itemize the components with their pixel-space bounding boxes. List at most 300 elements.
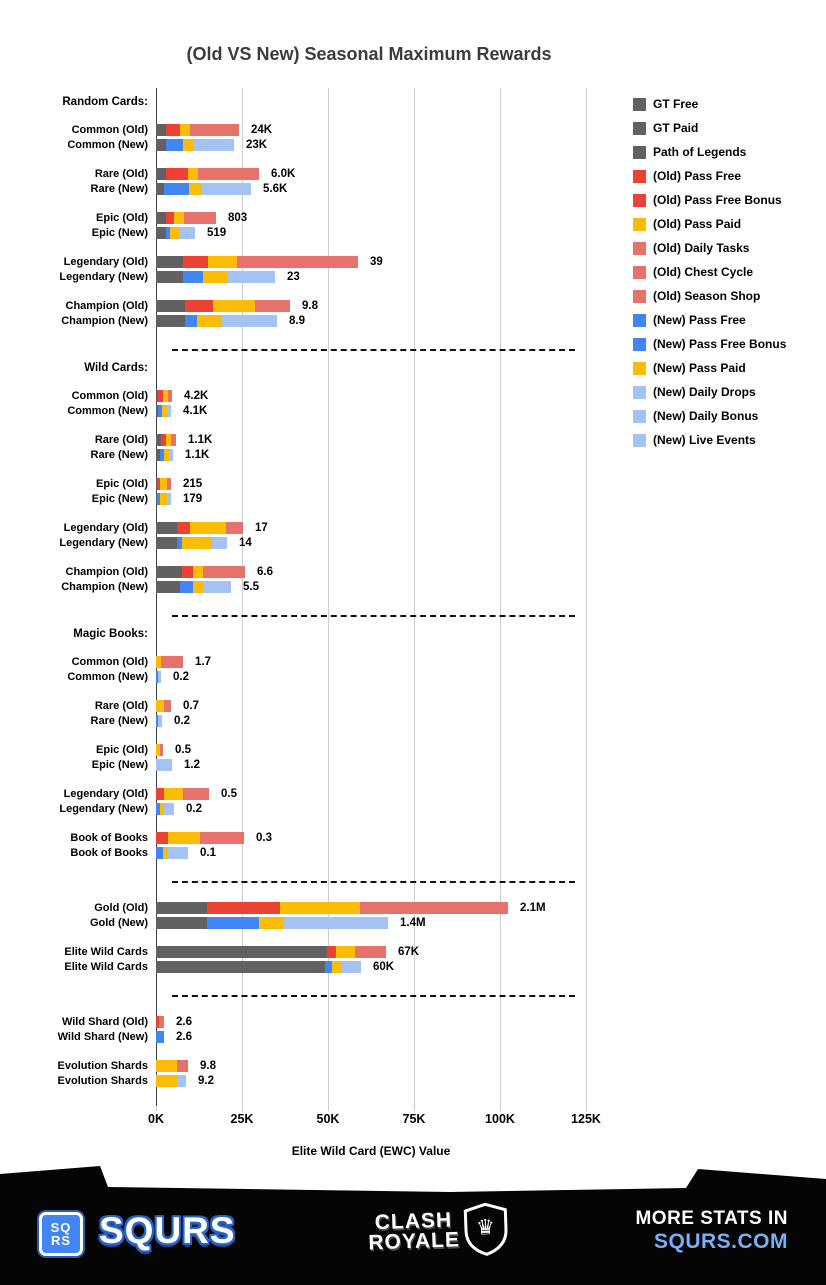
bar-pair bbox=[0, 166, 622, 196]
bar-value: 179 bbox=[183, 492, 203, 505]
bar-value: 6.6 bbox=[257, 565, 273, 578]
legend-label: (New) Daily Bonus bbox=[653, 409, 759, 423]
bar-value: 2.6 bbox=[176, 1015, 192, 1028]
stacked-bar bbox=[156, 759, 172, 771]
bar-row bbox=[0, 254, 622, 269]
bar-segment-gray bbox=[156, 902, 207, 914]
bar-segment-lightblue bbox=[168, 847, 188, 859]
stacked-bar bbox=[156, 212, 216, 224]
bar-segment-lightblue bbox=[341, 961, 361, 973]
legend-label: (New) Pass Paid bbox=[653, 361, 746, 375]
legend-item bbox=[633, 284, 786, 308]
bar-value: 60K bbox=[373, 960, 395, 973]
bar-label: Rare (Old) bbox=[94, 433, 148, 446]
bar-pair bbox=[0, 1014, 622, 1044]
bar-label: Common (New) bbox=[67, 670, 148, 683]
bar-label: Gold (New) bbox=[89, 916, 148, 929]
bar-segment-red bbox=[183, 256, 208, 268]
bar-label: Champion (Old) bbox=[65, 299, 148, 312]
shield-icon bbox=[462, 1202, 510, 1258]
bar-row bbox=[0, 1073, 622, 1088]
bar-segment-yellow bbox=[160, 493, 167, 505]
section-header: Random Cards: bbox=[62, 96, 148, 108]
bar-row bbox=[0, 742, 622, 757]
bar-pair bbox=[0, 742, 622, 772]
clash-royale-wordmark bbox=[367, 1210, 460, 1253]
stacked-bar bbox=[156, 566, 245, 578]
bar-segment-lightblue bbox=[169, 449, 173, 461]
legend-label: GT Paid bbox=[653, 121, 699, 135]
bar-segment-salmon bbox=[237, 256, 358, 268]
legend-swatch-icon bbox=[633, 410, 646, 423]
bar-segment-yellow bbox=[208, 256, 237, 268]
bar-value: 0.2 bbox=[186, 802, 202, 815]
legend-label: Path of Legends bbox=[653, 145, 747, 159]
stacked-bar bbox=[156, 700, 171, 712]
section-separator bbox=[172, 349, 575, 351]
bar-row bbox=[0, 564, 622, 579]
bar-pair bbox=[0, 388, 622, 418]
legend-item bbox=[633, 92, 786, 116]
legend-item bbox=[633, 260, 786, 284]
bar-value: 9.2 bbox=[198, 1074, 214, 1087]
bar-pair bbox=[0, 254, 622, 284]
bar-label: Common (Old) bbox=[71, 655, 148, 668]
bar-label: Rare (New) bbox=[90, 448, 148, 461]
bar-label: Common (New) bbox=[67, 404, 148, 417]
bar-segment-red bbox=[166, 124, 180, 136]
legend-swatch-icon bbox=[633, 266, 646, 279]
bar-segment-red bbox=[156, 788, 164, 800]
squrs-com-text: SQURS.COM bbox=[653, 1230, 788, 1253]
legend-label: (Old) Pass Free Bonus bbox=[653, 193, 782, 207]
bar-row bbox=[0, 579, 622, 594]
stacked-bar bbox=[156, 227, 195, 239]
bar-pair bbox=[0, 1058, 622, 1088]
footer-cta bbox=[635, 1208, 788, 1253]
bar-value: 6.0K bbox=[271, 167, 296, 180]
bar-row bbox=[0, 915, 622, 930]
legend-swatch-icon bbox=[633, 338, 646, 351]
stacked-bar bbox=[156, 271, 275, 283]
bar-row bbox=[0, 210, 622, 225]
bar-label: Book of Books bbox=[70, 846, 148, 859]
stacked-bar bbox=[156, 1016, 164, 1028]
legend-swatch-icon bbox=[633, 122, 646, 135]
bar-value: 9.8 bbox=[200, 1059, 216, 1072]
bar-segment-lightblue bbox=[167, 493, 171, 505]
bar-segment-yellow bbox=[156, 1060, 177, 1072]
bar-pair bbox=[0, 654, 622, 684]
bar-row bbox=[0, 122, 622, 137]
bar-value: 17 bbox=[255, 521, 268, 534]
bar-segment-lightblue bbox=[212, 537, 227, 549]
x-axis-title: Elite Wild Card (EWC) Value bbox=[291, 1144, 451, 1158]
stacked-bar bbox=[156, 946, 386, 958]
bar-segment-blue bbox=[325, 961, 332, 973]
legend-swatch-icon bbox=[633, 146, 646, 159]
axis-tick-label: 125K bbox=[571, 1112, 601, 1126]
bar-row bbox=[0, 476, 622, 491]
bar-value: 9.8 bbox=[302, 299, 318, 312]
bar-segment-gray bbox=[156, 522, 177, 534]
bar-label: Rare (New) bbox=[90, 182, 148, 195]
legend-swatch-icon bbox=[633, 314, 646, 327]
bar-segment-yellow bbox=[190, 522, 226, 534]
axis-tick-label: 0K bbox=[148, 1112, 164, 1126]
bar-segment-salmon bbox=[160, 744, 163, 756]
stacked-bar bbox=[156, 581, 231, 593]
bar-value: 0.1 bbox=[200, 846, 216, 859]
sqrs-logo-icon bbox=[39, 1212, 83, 1256]
bar-pair bbox=[0, 520, 622, 550]
bar-value: 0.5 bbox=[221, 787, 237, 800]
bar-value: 1.4M bbox=[400, 916, 426, 929]
bar-pair bbox=[0, 786, 622, 816]
bar-segment-blue bbox=[183, 271, 203, 283]
bar-row bbox=[0, 1029, 622, 1044]
bar-segment-blue bbox=[185, 315, 197, 327]
axis-tick-label: 100K bbox=[485, 1112, 515, 1126]
legend-item bbox=[633, 308, 786, 332]
bar-value: 23K bbox=[246, 138, 268, 151]
bar-value: 5.5 bbox=[243, 580, 259, 593]
bar-pair bbox=[0, 210, 622, 240]
legend-swatch-icon bbox=[633, 290, 646, 303]
bar-row bbox=[0, 313, 622, 328]
stacked-bar bbox=[156, 744, 163, 756]
chart-section bbox=[0, 360, 622, 608]
bar-segment-red bbox=[182, 566, 193, 578]
stacked-bar bbox=[156, 656, 183, 668]
bar-value: 215 bbox=[183, 477, 203, 490]
bar-value: 4.2K bbox=[184, 389, 209, 402]
bar-segment-yellow bbox=[193, 566, 203, 578]
bar-segment-yellow bbox=[213, 300, 255, 312]
stacked-bar bbox=[156, 124, 239, 136]
bar-segment-yellow bbox=[168, 832, 200, 844]
clash-text: CLASH bbox=[374, 1208, 453, 1235]
bar-segment-red bbox=[177, 522, 190, 534]
bar-row bbox=[0, 757, 622, 772]
bar-segment-gray bbox=[156, 139, 166, 151]
more-stats-text: MORE STATS IN bbox=[635, 1208, 788, 1229]
legend-item bbox=[633, 164, 786, 188]
bar-segment-salmon bbox=[171, 434, 176, 446]
bar-value: 2.1M bbox=[520, 901, 546, 914]
bar-row bbox=[0, 432, 622, 447]
legend-label: (Old) Season Shop bbox=[653, 289, 761, 303]
bar-segment-salmon bbox=[198, 168, 259, 180]
bar-segment-lightblue bbox=[284, 917, 388, 929]
bar-label: Book of Books bbox=[70, 831, 148, 844]
bar-pair bbox=[0, 122, 622, 152]
legend-item bbox=[633, 188, 786, 212]
stacked-bar bbox=[156, 537, 227, 549]
axis-tick-label: 50K bbox=[316, 1112, 340, 1126]
stacked-bar bbox=[156, 847, 188, 859]
bar-label: Legendary (New) bbox=[59, 270, 148, 283]
legend-item bbox=[633, 404, 786, 428]
bar-row bbox=[0, 698, 622, 713]
bar-segment-red bbox=[185, 300, 213, 312]
bar-row bbox=[0, 403, 622, 418]
axis-tick-label: 75K bbox=[402, 1112, 426, 1126]
bar-segment-yellow bbox=[280, 902, 360, 914]
stacked-bar bbox=[156, 671, 161, 683]
bar-label: Champion (New) bbox=[61, 580, 148, 593]
axis-tick-label: 25K bbox=[230, 1112, 254, 1126]
legend bbox=[633, 92, 786, 452]
bar-row bbox=[0, 654, 622, 669]
bar-row bbox=[0, 786, 622, 801]
bar-label: Epic (Old) bbox=[96, 211, 148, 224]
footer-banner bbox=[0, 1160, 826, 1285]
stacked-bar bbox=[156, 300, 290, 312]
axis-ticks bbox=[0, 1106, 622, 1132]
bar-label: Epic (New) bbox=[91, 226, 148, 239]
bar-segment-yellow bbox=[164, 788, 183, 800]
bar-segment-yellow bbox=[336, 946, 355, 958]
legend-item bbox=[633, 116, 786, 140]
bar-segment-lightblue bbox=[179, 227, 195, 239]
bar-value: 8.9 bbox=[289, 314, 305, 327]
bar-segment-red bbox=[207, 902, 280, 914]
bar-segment-yellow bbox=[193, 581, 203, 593]
bar-label: Common (Old) bbox=[71, 389, 148, 402]
bar-segment-yellow bbox=[174, 212, 184, 224]
bar-segment-salmon bbox=[203, 566, 245, 578]
section-header: Wild Cards: bbox=[84, 362, 148, 374]
bar-segment-salmon bbox=[360, 902, 508, 914]
bar-segment-gray bbox=[156, 315, 185, 327]
bar-label: Wild Shard (Old) bbox=[61, 1015, 148, 1028]
stacked-bar bbox=[156, 1031, 164, 1043]
bar-segment-salmon bbox=[226, 522, 243, 534]
bar-value: 0.2 bbox=[174, 714, 190, 727]
bar-segment-red bbox=[166, 212, 174, 224]
chart-section bbox=[0, 892, 622, 988]
legend-label: (New) Daily Drops bbox=[653, 385, 756, 399]
bar-row bbox=[0, 491, 622, 506]
bar-value: 0.7 bbox=[183, 699, 199, 712]
bar-row bbox=[0, 1058, 622, 1073]
bar-value: 1.1K bbox=[188, 433, 213, 446]
bar-segment-blue bbox=[166, 139, 183, 151]
bar-label: Evolution Shards bbox=[57, 1074, 148, 1087]
bar-pair bbox=[0, 432, 622, 462]
bar-value: 67K bbox=[398, 945, 420, 958]
plot-area bbox=[0, 88, 622, 1106]
bar-value: 39 bbox=[370, 255, 383, 268]
bar-value: 1.1K bbox=[185, 448, 210, 461]
bar-pair bbox=[0, 476, 622, 506]
bar-segment-yellow bbox=[332, 961, 341, 973]
legend-swatch-icon bbox=[633, 170, 646, 183]
chart-section bbox=[0, 94, 622, 342]
bar-segment-lightblue bbox=[158, 715, 162, 727]
bar-segment-salmon bbox=[200, 832, 244, 844]
bar-segment-salmon bbox=[177, 1060, 188, 1072]
bar-label: Wild Shard (New) bbox=[57, 1030, 148, 1043]
stacked-bar bbox=[156, 917, 388, 929]
bar-segment-gray bbox=[156, 212, 166, 224]
bar-pair bbox=[0, 830, 622, 860]
bar-value: 2.6 bbox=[176, 1030, 192, 1043]
bar-segment-salmon bbox=[167, 478, 171, 490]
bar-label: Legendary (New) bbox=[59, 802, 148, 815]
bar-segment-lightblue bbox=[167, 405, 171, 417]
bar-label: Rare (New) bbox=[90, 714, 148, 727]
bar-label: Legendary (New) bbox=[59, 536, 148, 549]
bar-segment-yellow bbox=[188, 168, 198, 180]
bar-segment-blue bbox=[180, 581, 193, 593]
bar-row bbox=[0, 520, 622, 535]
bar-row bbox=[0, 959, 622, 974]
legend-item bbox=[633, 428, 786, 452]
bar-row bbox=[0, 900, 622, 915]
tick-mark bbox=[414, 1106, 415, 1111]
bar-segment-yellow bbox=[197, 315, 222, 327]
bar-segment-red bbox=[166, 168, 188, 180]
stacked-bar bbox=[156, 803, 174, 815]
legend-label: (Old) Daily Tasks bbox=[653, 241, 750, 255]
bar-segment-gray bbox=[156, 566, 182, 578]
legend-swatch-icon bbox=[633, 434, 646, 447]
bar-label: Epic (New) bbox=[91, 758, 148, 771]
tick-mark bbox=[586, 1106, 587, 1111]
bar-row bbox=[0, 298, 622, 313]
bar-segment-gray bbox=[156, 300, 185, 312]
bar-segment-lightblue bbox=[193, 139, 234, 151]
bar-segment-blue bbox=[164, 183, 189, 195]
bar-segment-lightblue bbox=[177, 1075, 186, 1087]
bar-pair bbox=[0, 698, 622, 728]
bar-row bbox=[0, 713, 622, 728]
crown-icon: ♛ bbox=[475, 1215, 496, 1240]
stacked-bar bbox=[156, 139, 234, 151]
bar-value: 4.1K bbox=[183, 404, 208, 417]
legend-swatch-icon bbox=[633, 242, 646, 255]
stacked-bar bbox=[156, 1075, 186, 1087]
stacked-bar bbox=[156, 522, 243, 534]
bar-segment-gray bbox=[156, 581, 180, 593]
bar-row bbox=[0, 1014, 622, 1029]
bar-row bbox=[0, 225, 622, 240]
bar-segment-yellow bbox=[160, 478, 167, 490]
stacked-bar bbox=[156, 405, 171, 417]
legend-label: (New) Pass Free bbox=[653, 313, 746, 327]
bar-segment-salmon bbox=[168, 390, 172, 402]
bar-row bbox=[0, 269, 622, 284]
bar-segment-salmon bbox=[183, 788, 209, 800]
bar-label: Legendary (Old) bbox=[63, 255, 148, 268]
squrs-wordmark: SQURS bbox=[99, 1210, 236, 1251]
chart-section bbox=[0, 626, 622, 874]
legend-swatch-icon bbox=[633, 218, 646, 231]
stacked-bar bbox=[156, 434, 176, 446]
bar-pair bbox=[0, 944, 622, 974]
legend-label: (Old) Pass Free bbox=[653, 169, 742, 183]
bar-value: 23 bbox=[287, 270, 300, 283]
legend-swatch-icon bbox=[633, 194, 646, 207]
bar-label: Legendary (Old) bbox=[63, 521, 148, 534]
bar-label: Gold (Old) bbox=[94, 901, 148, 914]
bar-row bbox=[0, 845, 622, 860]
bar-segment-lightblue bbox=[202, 183, 251, 195]
bar-row bbox=[0, 166, 622, 181]
legend-label: GT Free bbox=[653, 97, 699, 111]
bar-row bbox=[0, 944, 622, 959]
section-header: Magic Books: bbox=[73, 628, 148, 640]
bar-row bbox=[0, 801, 622, 816]
legend-item bbox=[633, 212, 786, 236]
legend-swatch-icon bbox=[633, 386, 646, 399]
royale-text: ROYALE bbox=[367, 1228, 461, 1255]
section-separator bbox=[172, 615, 575, 617]
bar-label: Elite Wild Cards bbox=[64, 945, 148, 958]
bar-label: Rare (Old) bbox=[94, 167, 148, 180]
bar-segment-gray bbox=[156, 917, 207, 929]
legend-swatch-icon bbox=[633, 362, 646, 375]
bar-label: Rare (Old) bbox=[94, 699, 148, 712]
bar-segment-gray bbox=[156, 124, 166, 136]
stacked-bar bbox=[156, 183, 251, 195]
bar-segment-blue bbox=[207, 917, 259, 929]
bar-segment-gray bbox=[156, 168, 166, 180]
bar-pair bbox=[0, 900, 622, 930]
bar-segment-yellow bbox=[156, 700, 164, 712]
bar-segment-yellow bbox=[182, 537, 212, 549]
bar-segment-red bbox=[156, 832, 168, 844]
legend-label: (Old) Pass Paid bbox=[653, 217, 742, 231]
bar-value: 803 bbox=[228, 211, 248, 224]
bar-label: Common (New) bbox=[67, 138, 148, 151]
bar-segment-yellow bbox=[183, 139, 193, 151]
bar-segment-lightblue bbox=[228, 271, 275, 283]
legend-swatch-icon bbox=[633, 98, 646, 111]
bar-segment-yellow bbox=[180, 124, 190, 136]
stacked-bar bbox=[156, 832, 244, 844]
bar-row bbox=[0, 669, 622, 684]
bar-pair bbox=[0, 298, 622, 328]
legend-item bbox=[633, 380, 786, 404]
stacked-bar bbox=[156, 390, 172, 402]
stacked-bar bbox=[156, 902, 508, 914]
bar-label: Epic (New) bbox=[91, 492, 148, 505]
legend-label: (New) Live Events bbox=[653, 433, 756, 447]
section-separator bbox=[172, 995, 575, 997]
bar-label: Champion (New) bbox=[61, 314, 148, 327]
legend-item bbox=[633, 140, 786, 164]
bar-value: 14 bbox=[239, 536, 252, 549]
bar-row bbox=[0, 388, 622, 403]
bar-label: Champion (Old) bbox=[65, 565, 148, 578]
legend-item bbox=[633, 356, 786, 380]
bar-segment-gray bbox=[156, 271, 183, 283]
bar-row bbox=[0, 535, 622, 550]
tick-mark bbox=[328, 1106, 329, 1111]
bar-segment-gray bbox=[156, 537, 177, 549]
chart-area bbox=[0, 88, 622, 1164]
bar-segment-yellow bbox=[259, 917, 284, 929]
stacked-bar bbox=[156, 715, 162, 727]
bar-segment-lightblue bbox=[164, 803, 174, 815]
bar-value: 0.2 bbox=[173, 670, 189, 683]
bar-label: Common (Old) bbox=[71, 123, 148, 136]
bar-segment-salmon bbox=[255, 300, 290, 312]
stacked-bar bbox=[156, 449, 173, 461]
